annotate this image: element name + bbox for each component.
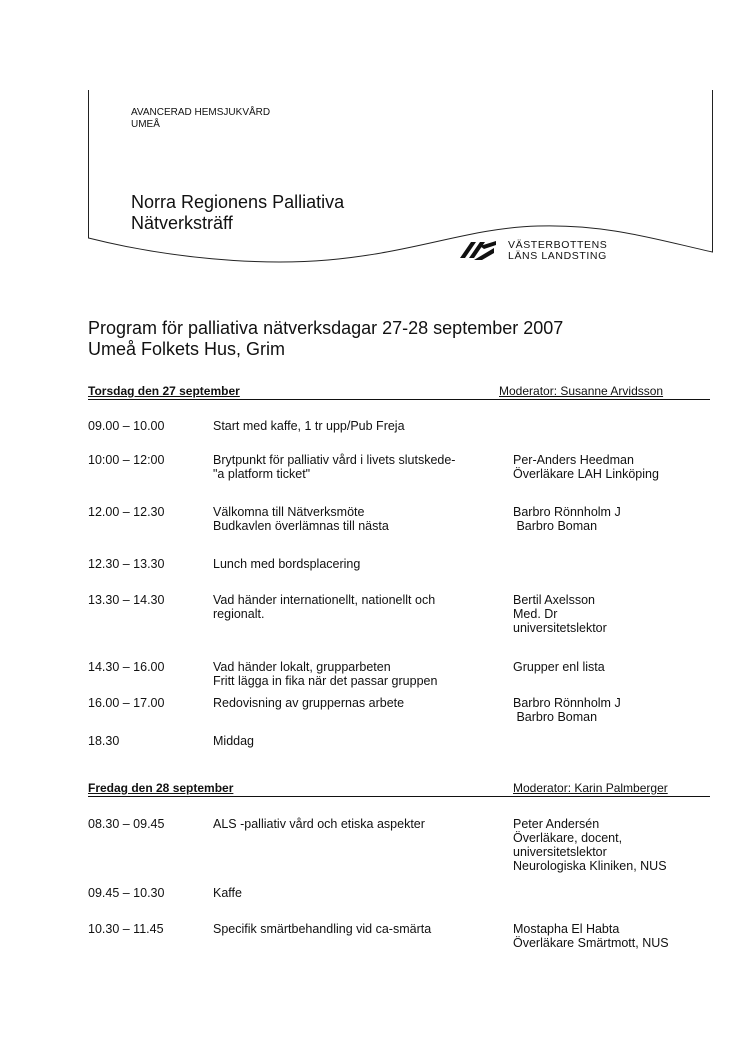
row-activity (213, 696, 513, 710)
row-time: 10:00 – 12:00 (88, 453, 165, 467)
presenter-line: Barbro Boman (513, 710, 598, 724)
letterhead-title-line-2: Nätverksträff (131, 213, 233, 233)
row-time: 10.30 – 11.45 (88, 922, 164, 936)
row-time: 16.00 – 17.00 (88, 696, 165, 710)
activity-line: Budkavlen överlämnas till nästa (213, 519, 389, 533)
activity-line: Specifik smärtbehandling vid ca-smärta (213, 922, 432, 936)
presenter-line: Mostapha El Habta (513, 922, 620, 936)
department-line: AVANCERAD HEMSJUKVÅRD (131, 107, 271, 118)
row-presenter (513, 593, 718, 635)
activity-line: Redovisning av gruppernas arbete (213, 696, 405, 710)
department-city: UMEÅ (131, 119, 160, 130)
day-1-moderator: Moderator: Susanne Arvidsson (499, 384, 664, 398)
presenter-line: Överläkare, docent, (513, 831, 623, 845)
day-1-header (88, 384, 710, 402)
activity-line: Välkomna till Nätverksmöte (213, 505, 365, 519)
row-presenter (513, 817, 718, 873)
activity-line: Fritt lägga in fika när det passar gruppen (213, 674, 438, 688)
logo-mark-icon (460, 240, 500, 262)
activity-line: regionalt. (213, 607, 265, 621)
department (131, 107, 270, 131)
presenter-line: universitetslektor (513, 845, 607, 859)
row-activity (213, 593, 513, 621)
presenter-line: Med. Dr (513, 607, 558, 621)
divider (88, 796, 710, 797)
letterhead (88, 90, 713, 270)
row-presenter (513, 505, 718, 533)
row-time: 18.30 (88, 734, 120, 748)
presenter-line: Barbro Rönnholm J (513, 505, 621, 519)
presenter-line: universitetslektor (513, 621, 607, 635)
letterhead-title-line-1: Norra Regionens Palliativa (131, 192, 345, 212)
row-activity (213, 817, 513, 831)
logo-text-line-1: VÄSTERBOTTENS (508, 239, 608, 251)
row-time: 09.45 – 10.30 (88, 886, 165, 900)
row-activity (213, 922, 513, 936)
day-2-heading: Fredag den 28 september (88, 781, 234, 795)
presenter-line: Grupper enl lista (513, 660, 605, 674)
row-time: 12.30 – 13.30 (88, 557, 165, 571)
logo-text-line-2: LÄNS LANDSTING (508, 250, 607, 262)
county-council-logo (460, 240, 640, 264)
presenter-line: Neurologiska Kliniken, NUS (513, 859, 667, 873)
row-activity (213, 453, 513, 481)
presenter-line: Barbro Rönnholm J (513, 696, 621, 710)
activity-line: "a platform ticket" (213, 467, 311, 481)
activity-line: Brytpunkt för palliativ vård i livets slutskede- (213, 453, 456, 467)
row-activity (213, 734, 513, 748)
day-2-moderator: Moderator: Karin Palmberger (513, 781, 668, 795)
row-time: 12.00 – 12.30 (88, 505, 165, 519)
activity-line: Middag (213, 734, 254, 748)
activity-line: Start med kaffe, 1 tr upp/Pub Freja (213, 419, 405, 433)
row-presenter (513, 660, 718, 674)
row-activity (213, 886, 513, 900)
program-venue: Umeå Folkets Hus, Grim (88, 339, 286, 359)
row-time: 09.00 – 10.00 (88, 419, 165, 433)
activity-line: Vad händer internationellt, nationellt och (213, 593, 436, 607)
row-activity (213, 505, 513, 533)
presenter-line: Peter Andersén (513, 817, 600, 831)
program-title-line-1: Program för palliativa nätverksdagar 27-28 september 2007 (88, 318, 564, 338)
row-presenter (513, 922, 718, 950)
activity-line: Kaffe (213, 886, 242, 900)
row-time: 08.30 – 09.45 (88, 817, 165, 831)
presenter-line: Överläkare Smärtmott, NUS (513, 936, 669, 950)
activity-line: Vad händer lokalt, grupparbeten (213, 660, 391, 674)
divider (88, 399, 710, 400)
presenter-line: Överläkare LAH Linköping (513, 467, 659, 481)
row-activity (213, 419, 513, 433)
day-2-header (88, 781, 710, 799)
row-presenter (513, 453, 718, 481)
presenter-line: Per-Anders Heedman (513, 453, 634, 467)
activity-line: ALS -palliativ vård och etiska aspekter (213, 817, 425, 831)
activity-line: Lunch med bordsplacering (213, 557, 361, 571)
letterhead-title (131, 192, 344, 234)
row-activity (213, 557, 513, 571)
row-time: 13.30 – 14.30 (88, 593, 165, 607)
row-activity (213, 660, 513, 688)
logo-text (508, 240, 607, 262)
day-1-heading: Torsdag den 27 september (88, 384, 240, 398)
presenter-line: Bertil Axelsson (513, 593, 595, 607)
row-presenter (513, 696, 718, 724)
program-title (88, 318, 728, 360)
presenter-line: Barbro Boman (513, 519, 598, 533)
row-time: 14.30 – 16.00 (88, 660, 165, 674)
